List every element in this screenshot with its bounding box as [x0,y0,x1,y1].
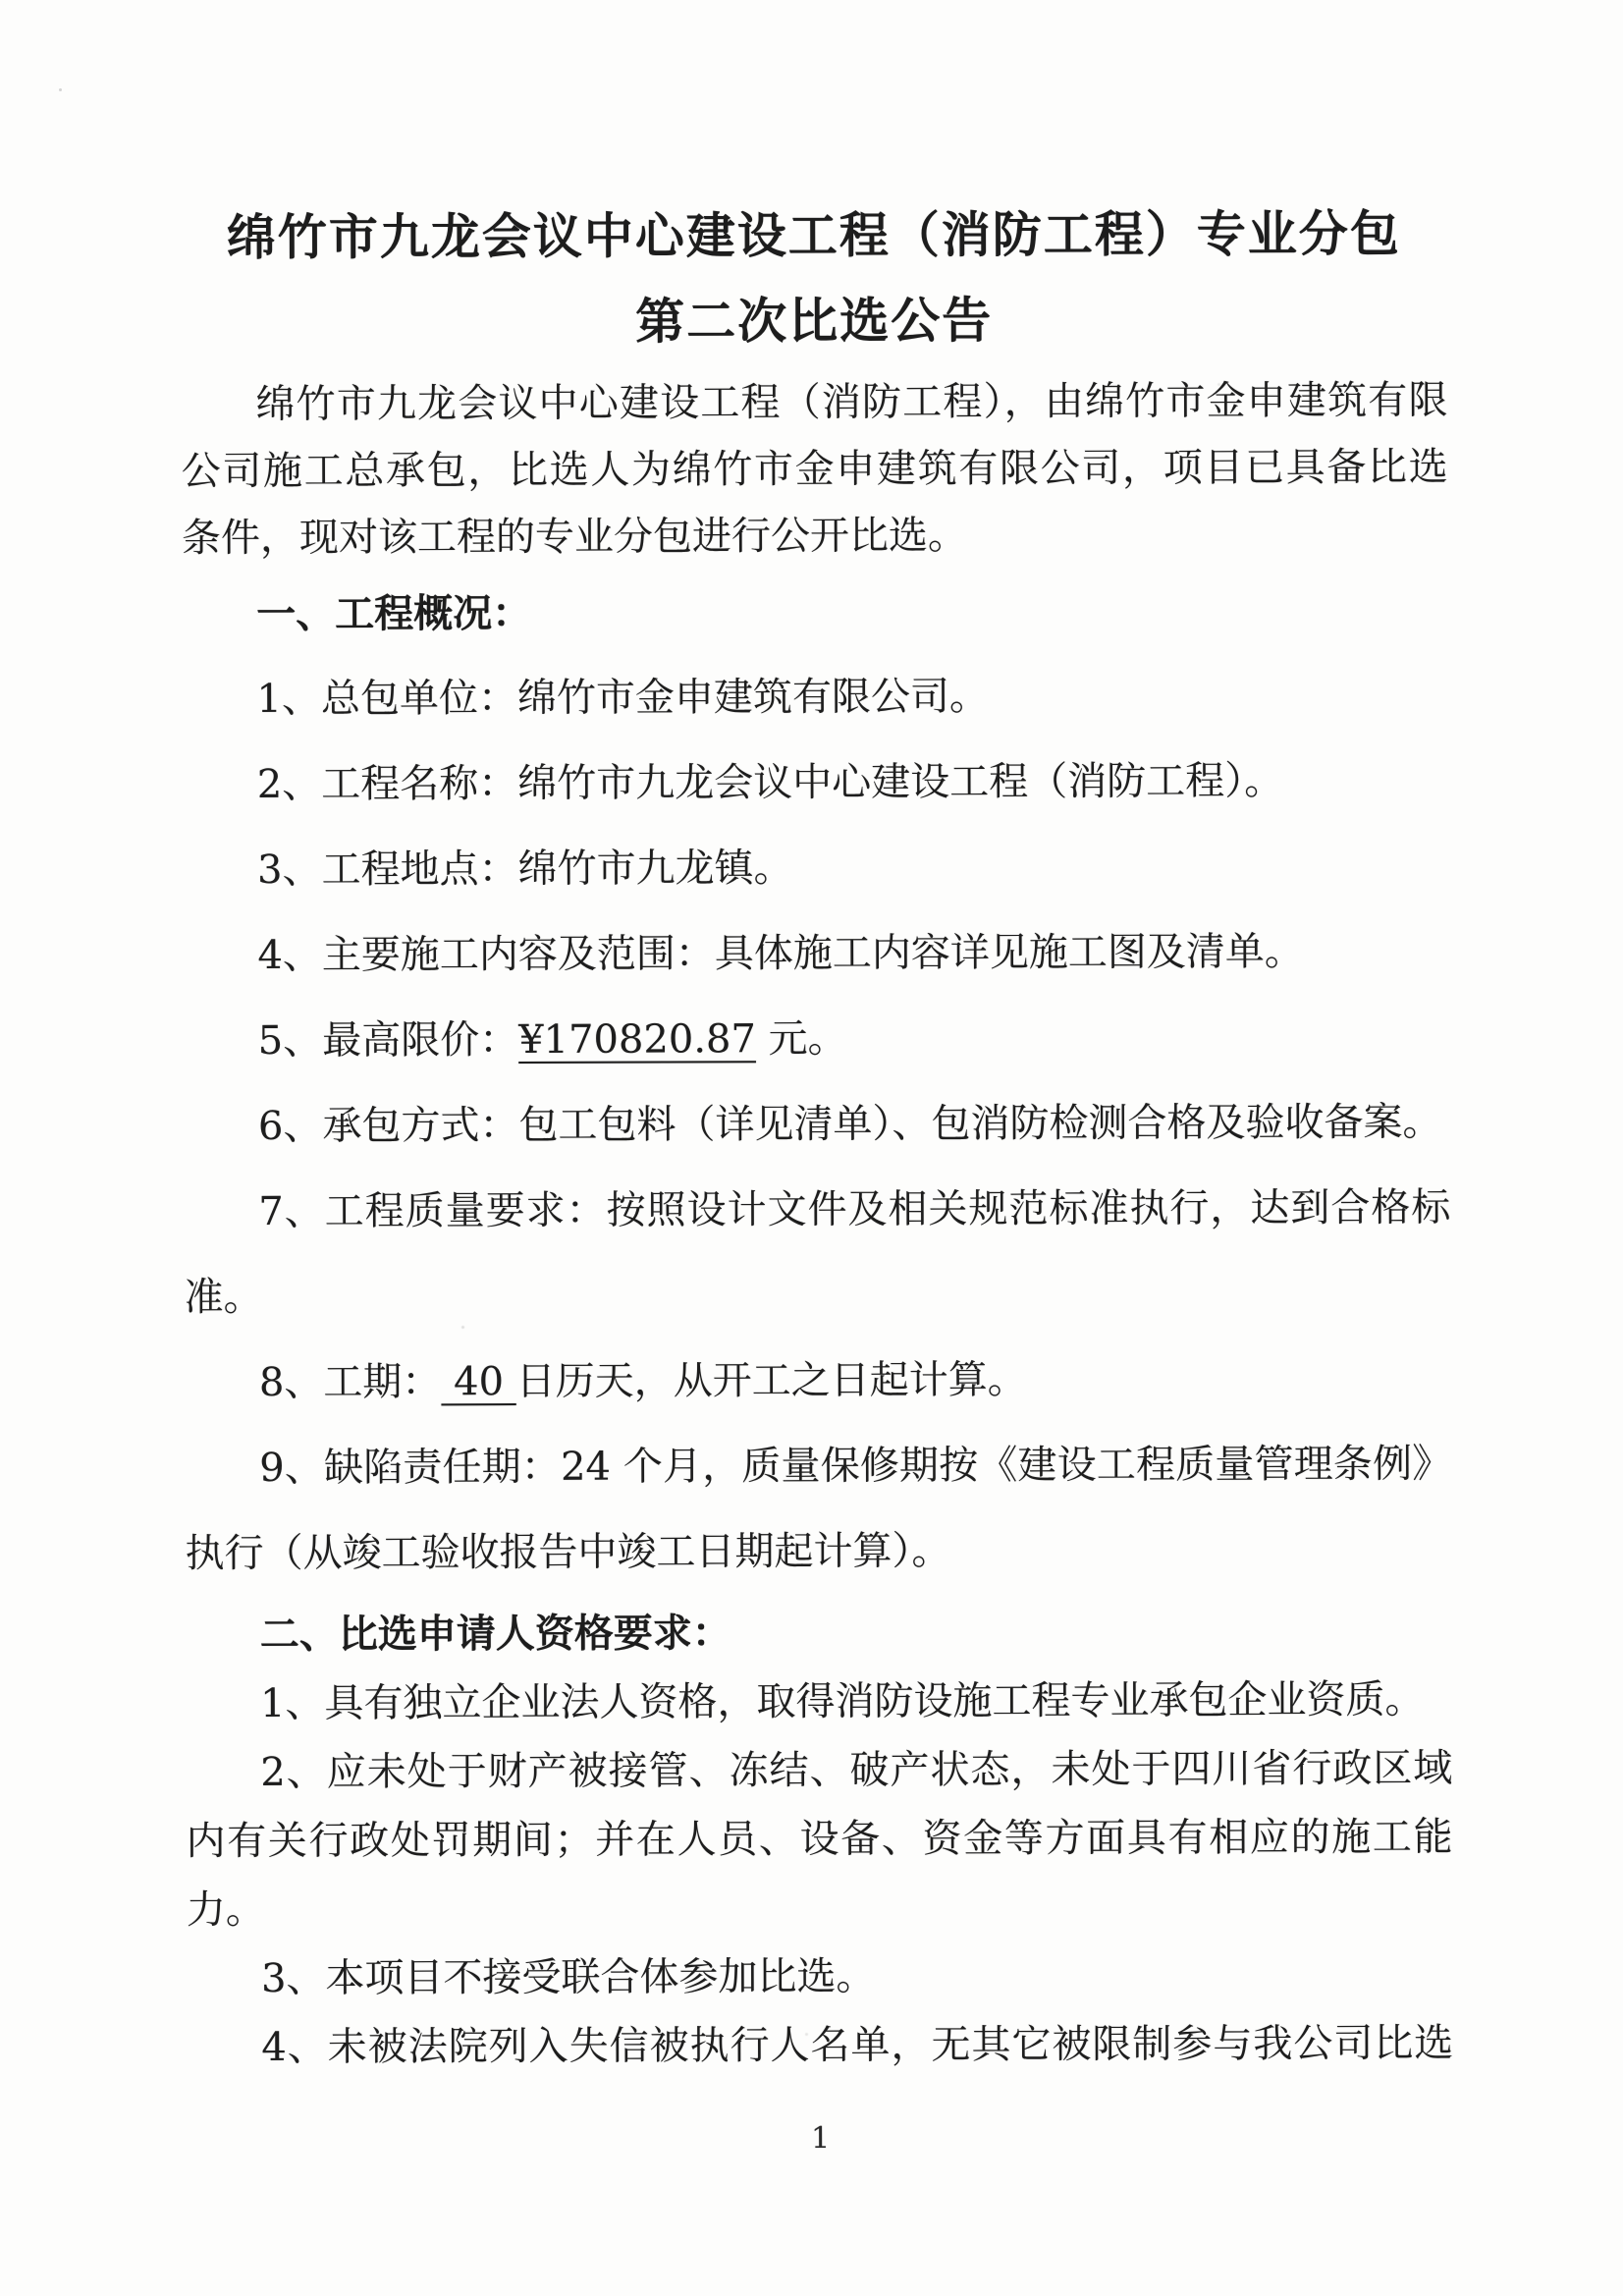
document-title-line2: 第二次比选公告 [635,291,994,351]
section-applicant-qualifications [186,1597,1454,2083]
section2-item-2-line2: 内有关行政处罚期间；并在人员、设备、资金等方面具有相应的施工能 [186,1814,1453,1865]
intro-line-1: 绵竹市九龙会议中心建设工程（消防工程），由绵竹市金申建筑有限 [255,377,1448,427]
max-price-label: 5、最高限价： [257,1017,519,1064]
section-project-overview [182,568,1452,1597]
section1-item-1: 1、总包单位：绵竹市金申建筑有限公司。 [256,674,990,722]
section1-item-6: 6、承包方式：包工包料（详见清单）、包消防检测合格及验收备案。 [257,1099,1442,1149]
duration-suffix: 日历天，从开工之日起计算。 [515,1357,1027,1405]
section2-item-4: 4、未被法院列入失信被执行人名单，无其它被限制参与我公司比选 [261,2020,1454,2070]
duration-value: 40 [441,1359,516,1405]
section1-item-2: 2、工程名称：绵竹市九龙会议中心建设工程（消防工程）。 [256,758,1284,807]
intro-line-3: 条件，现对该工程的专业分包进行公开比选。 [181,513,967,562]
intro-paragraph [181,367,1448,573]
section2-heading: 二、比选申请人资格要求： [259,1610,731,1658]
section2-item-2-line1: 2、应未处于财产被接管、冻结、破产状态，未处于四川省行政区域 [260,1745,1453,1795]
section2-item-3: 3、本项目不接受联合体参加比选。 [260,1953,876,2001]
section1-item-9-line1: 9、缺陷责任期：24 个月，质量保修期按《建设工程质量管理条例》 [259,1441,1452,1491]
duration-label: 8、工期： [258,1359,442,1405]
intro-line-2: 公司施工总承包，比选人为绵竹市金申建筑有限公司，项目已具备比选 [181,444,1448,495]
page-number: 1 [810,2120,831,2157]
section1-heading: 一、工程概况： [256,589,532,637]
section2-item-2-line3: 力。 [186,1886,265,1934]
section1-item-3: 3、工程地点：绵竹市九龙镇。 [257,846,793,893]
document-title-line1: 绵竹市九龙会议中心建设工程（消防工程）专业分包 [226,203,1401,267]
section1-item-7-line1: 7、工程质量要求：按照设计文件及相关规范标准执行，达到合格标 [258,1184,1451,1234]
section1-item-7-line2: 准。 [184,1274,263,1321]
section1-item-5 [184,995,1450,1085]
max-price-value: ¥170820.87 [518,1016,756,1064]
max-price-suffix: 元。 [755,1015,847,1063]
section1-item-9-line2: 执行（从竣工验收报告中竣工日期起计算）。 [185,1528,951,1577]
section1-item-8 [185,1337,1451,1427]
section2-item-1: 1、具有独立企业法人资格，取得消防设施工程专业承包企业资质。 [259,1676,1425,1726]
section1-item-4: 4、主要施工内容及范围：具体施工内容详见施工图及清单。 [257,929,1304,978]
